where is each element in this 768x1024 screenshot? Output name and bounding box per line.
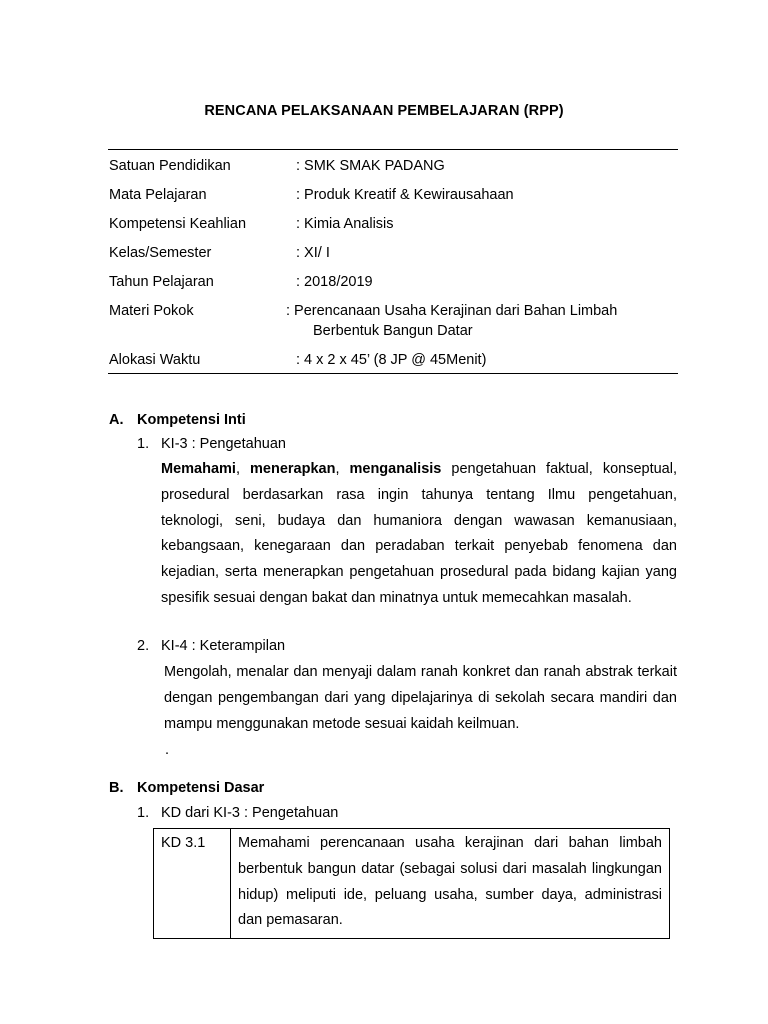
kd-table: [153, 828, 670, 939]
kd-code: KD 3.1: [154, 829, 231, 939]
item-number: 1.: [137, 436, 150, 452]
bold-word: Memahami: [161, 461, 236, 477]
ki3-paragraph: [161, 457, 677, 612]
item-label: KI-3 : Pengetahuan: [161, 436, 286, 452]
identity-label: Mata Pelajaran: [109, 187, 207, 203]
identity-value: : Produk Kreatif & Kewirausahaan: [296, 187, 514, 203]
top-rule: [108, 149, 678, 150]
document-title: RENCANA PELAKSANAAN PEMBELAJARAN (RPP): [204, 103, 564, 119]
section-letter: B.: [109, 780, 124, 796]
section-title: Kompetensi Inti: [137, 412, 246, 428]
identity-label: Kelas/Semester: [109, 245, 212, 261]
identity-value: : 2018/2019: [296, 274, 373, 290]
identity-value: : 4 x 2 x 45’ (8 JP @ 45Menit): [296, 352, 487, 368]
item-label: KI-4 : Keterampilan: [161, 638, 286, 654]
identity-value: : XI/ I: [296, 245, 330, 261]
bold-word: menganalisis: [349, 461, 442, 477]
identity-value-continued: Berbentuk Bangun Datar: [313, 323, 473, 339]
item-number: 2.: [137, 638, 150, 654]
stray-dot: .: [165, 742, 170, 758]
identity-label: Tahun Pelajaran: [109, 274, 214, 290]
identity-value: : Perencanaan Usaha Kerajinan dari Bahan Limbah: [286, 303, 618, 319]
identity-label: Kompetensi Keahlian: [109, 216, 247, 232]
identity-label: Satuan Pendidikan: [109, 158, 231, 174]
table-row: [154, 829, 670, 939]
bold-word: menerapkan: [250, 461, 336, 477]
identity-value: : Kimia Analisis: [296, 216, 394, 232]
separator: ,: [335, 461, 350, 477]
bottom-rule: [108, 373, 678, 374]
identity-label: Materi Pokok: [109, 303, 194, 319]
section-letter: A.: [109, 412, 124, 428]
section-title: Kompetensi Dasar: [137, 780, 265, 796]
paragraph-text: pengetahuan faktual, konseptual, prosedural berdasarkan rasa ingin tahunya tentang Ilmu pengetahuan, teknologi, seni, budaya dan humaniora dengan wawasan kemanusiaan, kebangsaan, kenegaraan dan peradaban terkait penyebab fenomena dan kejadian, serta menerapkan pengetahuan prosedural pada bidang kajian yang spesifik sesuai dengan bakat dan minatnya untuk memecahkan masalah.: [161, 461, 677, 606]
separator: ,: [235, 461, 250, 477]
identity-label: Alokasi Waktu: [109, 352, 201, 368]
item-number: 1.: [137, 805, 150, 821]
identity-value: : SMK SMAK PADANG: [296, 158, 445, 174]
ki4-paragraph: Mengolah, menalar dan menyaji dalam ranah konkret dan ranah abstrak terkait dengan pengembangan dari yang dipelajarinya di sekolah secara mandiri dan mampu menggunakan metode sesuai kaidah keilmuan.: [164, 664, 677, 732]
kd-description: Memahami perencanaan usaha kerajinan dari bahan limbah berbentuk bangun datar (sebagai solusi dari masalah lingkungan hidup) meliputi ide, peluang usaha, sumber daya, administrasi dan pemasaran.: [231, 829, 670, 939]
item-label: KD dari KI-3 : Pengetahuan: [161, 805, 339, 821]
